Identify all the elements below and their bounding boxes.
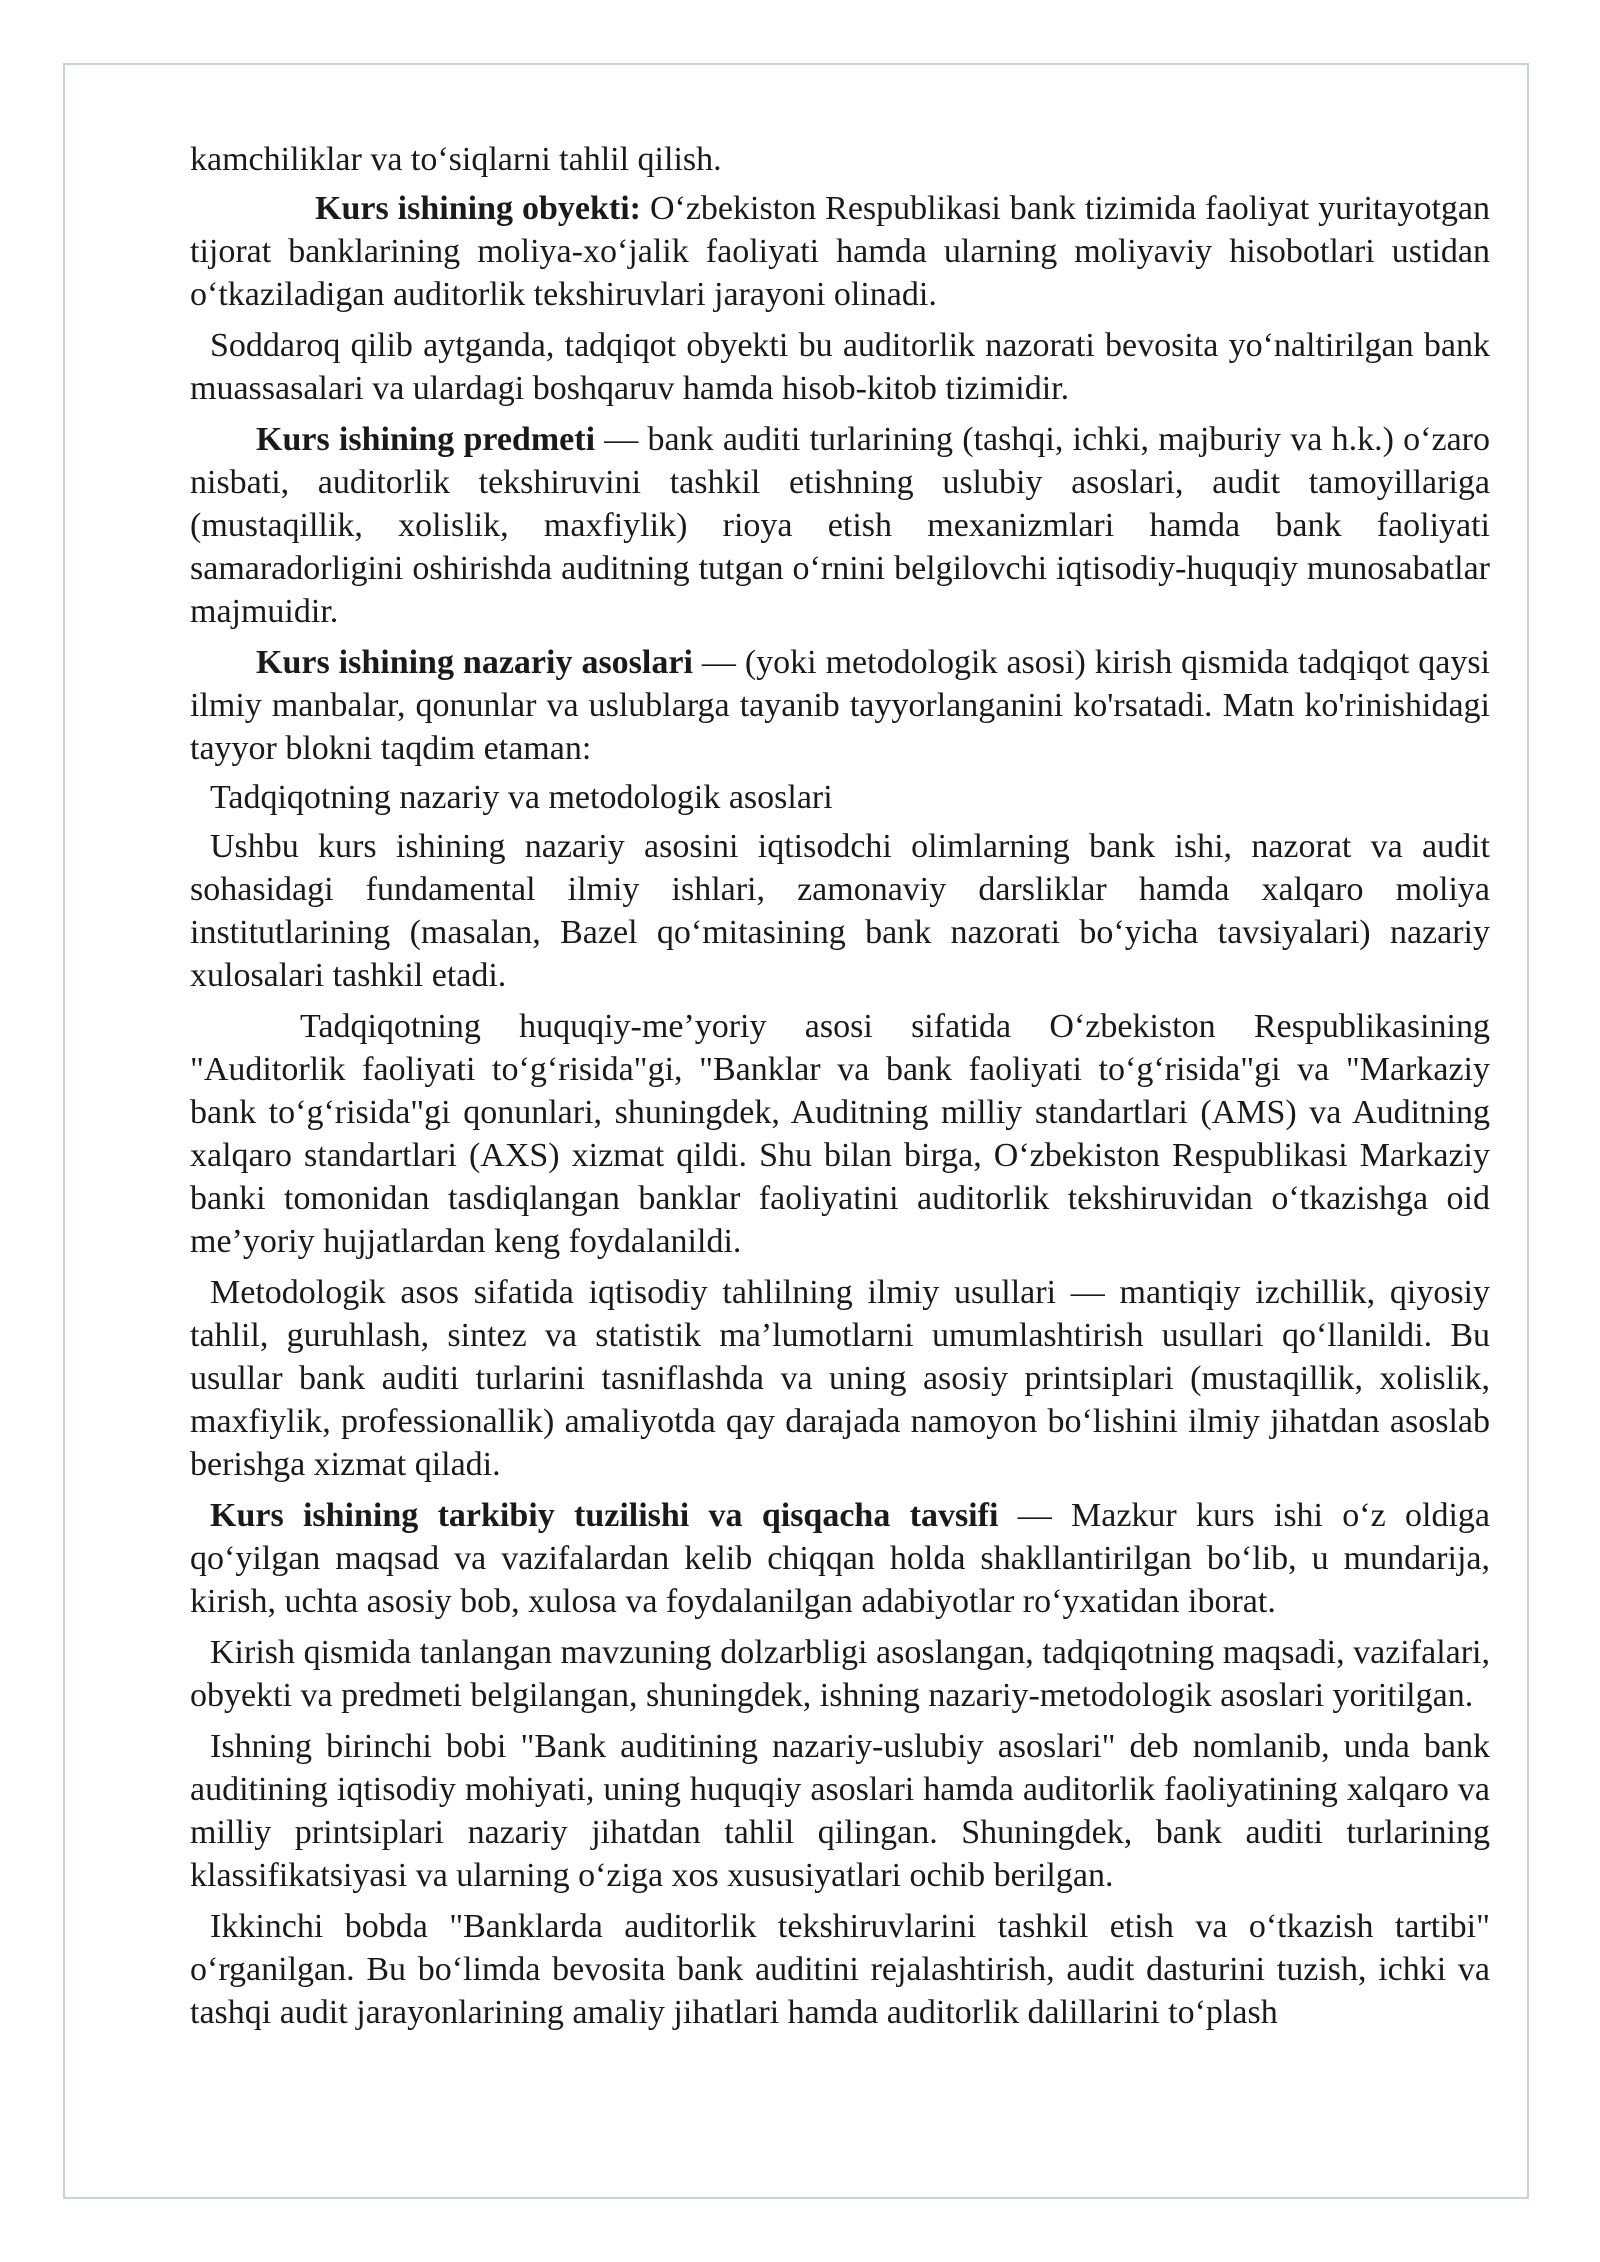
paragraph-text: Kirish qismida tanlangan mavzuning dolzarbligi asoslangan, tadqiqotning maqsadi, vazifalari, obyekti va predmeti belgilangan, shuningdek, ishning nazariy-metodologik asoslari yoritilgan. [190, 1634, 1490, 1714]
paragraph-text: Ikkinchi bobda "Banklarda auditorlik tekshiruvlarini tashkil etish va o‘tkazish tartibi" o‘rganilgan. Bu bo‘limda bevosita bank auditini rejalashtirish, audit dasturini tuzish, ichki va tashqi audit jarayonlarining amaliy jihatlari hamda auditorlik dalillarini to‘plash [190, 1908, 1490, 2031]
paragraph-text: — (yoki metodologik asosi) kirish qismida tadqiqot qaysi ilmiy manbalar, qonunlar va uslublarga tayanib tayyorlanganini ko'rsatadi. Matn ko'rinishidagi tayyor blokni taqdim etaman: [190, 644, 1490, 767]
heading-structure: Kurs ishining tarkibiy tuzilishi va qisqacha tavsifi [210, 1497, 999, 1534]
document-body [190, 138, 1490, 2040]
paragraph-text: Metodologik asos sifatida iqtisodiy tahlilning ilmiy usullari — mantiqiy izchillik, qiyosiy tahlil, guruhlash, sintez va statistik ma’lumotlarni umumlashtirish usullari qo‘llanildi. Bu usullar bank auditi turlarini tasniflashda va uning asosiy printsiplari (mustaqillik, xolislik, maxfiylik, professionallik) amaliyotda qay darajada namoyon bo‘lishini ilmiy jihatdan asoslab berishga xizmat qiladi. [190, 1274, 1490, 1483]
paragraph-text: Ushbu kurs ishining nazariy asosini iqtisodchi olimlarning bank ishi, nazorat va audit sohasidagi fundamental ilmiy ishlari, zamonaviy darsliklar hamda xalqaro moliya institutlarining (masalan, Bazel qo‘mitasining bank nazorati bo‘yicha tavsiyalari) nazariy xulosalari tashkil etadi. [190, 828, 1490, 994]
paragraph-text: kamchiliklar va to‘siqlarni tahlil qilish. [190, 141, 722, 178]
paragraph-object [190, 187, 1490, 316]
heading-subject: Kurs ishining predmeti [256, 421, 596, 458]
paragraph-theory [190, 641, 1490, 770]
paragraph-text: Soddaroq qilib aytganda, tadqiqot obyekti bu auditorlik nazorati bevosita yo‘naltirilgan bank muassasalari va ulardagi boshqaruv hamda hisob-kitob tizimidir. [190, 327, 1490, 407]
paragraph-structure [190, 1494, 1490, 1623]
subheading-text: Tadqiqotning nazariy va metodologik asoslari [210, 779, 833, 816]
paragraph-6 [190, 776, 1490, 819]
paragraph-text: Ishning birinchi bobi "Bank auditining nazariy-uslubiy asoslari" deb nomlanib, unda bank auditining iqtisodiy mohiyati, uning huquqiy asoslari hamda auditorlik faoliyatining xalqaro va milliy printsiplari nazariy jihatdan tahlil qilingan. Shuningdek, bank auditi turlarining klassifikatsiyasi va ularning o‘ziga xos xususiyatlari ochib berilgan. [190, 1728, 1490, 1894]
heading-theory: Kurs ishining nazariy asoslari [256, 644, 693, 681]
paragraph-text: O‘zbekiston Respublikasi bank tizimida faoliyat yuritayotgan tijorat banklarining moliya-xo‘jalik faoliyati hamda ularning moliyaviy hisobotlari ustidan o‘tkaziladigan auditorlik tekshiruvlari jarayoni olinadi. [190, 190, 1490, 313]
paragraph-12 [190, 1725, 1490, 1897]
paragraph-7 [190, 825, 1490, 997]
paragraph-subject [190, 418, 1490, 633]
paragraph-13 [190, 1905, 1490, 2034]
paragraph-8 [190, 1005, 1490, 1263]
paragraph-3 [190, 324, 1490, 410]
paragraph-text: — Mazkur kurs ishi o‘z oldiga qo‘yilgan maqsad va vazifalardan kelib chiqqan holda shakllantirilgan bo‘lib, u mundarija, kirish, uchta asosiy bob, xulosa va foydalanilgan adabiyotlar ro‘yxatidan iborat. [190, 1497, 1490, 1620]
heading-object: Kurs ishining obyekti: [315, 190, 641, 227]
paragraph-1 [190, 138, 1490, 181]
paragraph-text: Tadqiqotning huquqiy-me’yoriy asosi sifatida O‘zbekiston Respublikasining "Auditorlik faoliyati to‘g‘risida"gi, "Banklar va bank faoliyati to‘g‘risida"gi va "Markaziy bank to‘g‘risida"gi qonunlari, shuningdek, Auditning milliy standartlari (AMS) va Auditning xalqaro standartlari (AXS) xizmat qildi. Shu bilan birga, O‘zbekiston Respublikasi Markaziy banki tomonidan tasdiqlangan banklar faoliyatini auditorlik tekshiruvidan o‘tkazishga oid me’yoriy hujjatlardan keng foydalanildi. [190, 1008, 1490, 1260]
paragraph-11 [190, 1631, 1490, 1717]
paragraph-text: — bank auditi turlarining (tashqi, ichki, majburiy va h.k.) o‘zaro nisbati, auditorlik tekshiruvini tashkil etishning uslubiy asoslari, audit tamoyillariga (mustaqillik, xolislik, maxfiylik) rioya etish mexanizmlari hamda bank faoliyati samaradorligini oshirishda auditning tutgan o‘rnini belgilovchi iqtisodiy-huquqiy munosabatlar majmuidir. [190, 421, 1490, 630]
paragraph-9 [190, 1271, 1490, 1486]
